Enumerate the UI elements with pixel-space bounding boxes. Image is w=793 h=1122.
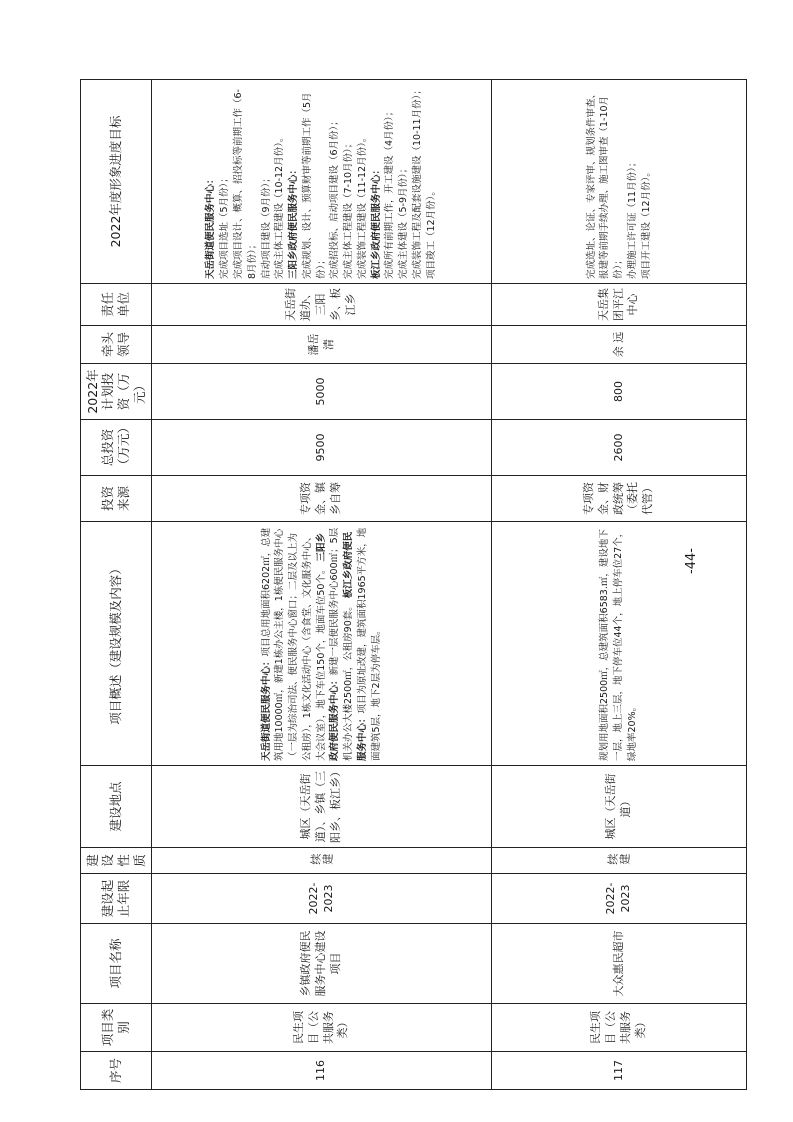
- cell-nature: [492, 848, 747, 874]
- goal-line: 完成项目选址（5月份）；: [219, 173, 231, 279]
- goal-line: 完成装饰工程及配套设施建设（10-11月份）；: [411, 85, 423, 279]
- cell-unit: 天岳集团平江中心: [492, 284, 747, 326]
- header-name: 项目名称: [81, 924, 152, 1004]
- cell-overview: [152, 522, 492, 766]
- cell-source: 专项资金、财政统筹（委托代管）: [492, 476, 747, 522]
- goal-line: 完成规划、设计、预算财审等前期工作（5月份）；: [301, 92, 327, 279]
- goal-line: 完成主体建设（5-9月份）；: [398, 163, 410, 279]
- header-source: 投资来源: [81, 476, 152, 522]
- cell-goal: [152, 80, 492, 284]
- goal-title: 天岳街道便民服务中心：: [205, 174, 217, 279]
- cell-nature: [152, 848, 492, 874]
- project-table-rotated: [80, 80, 745, 1090]
- nature-text: 续建: [607, 853, 631, 867]
- cell-location: 城区（天岳街道）: [492, 766, 747, 848]
- cell-source: 专项资金、镇乡自筹: [152, 476, 492, 522]
- overview-text: 规划用地面积2500㎡，总建筑面积6583.㎡，建设地下一层，地上三层，地下停车位44个，地上停车位27个，绿地率20%。: [599, 527, 638, 761]
- goal-line: 完成主体工程建设（7-10月份）；: [343, 138, 355, 279]
- cell-plan: 5000: [152, 364, 492, 420]
- overview-text: 项目总用地面积6202㎡，总建筑用地10000㎡，新建1栋办公主楼，1栋便民服务中心（一层为综治司法、便民服务中心窗口；二层及以上为公租房），1栋文化活动中心（含食堂、文化服务中心、大会议室），地下车位150个，地面车位50个。: [260, 527, 327, 761]
- overview-title: 天岳街道便民服务中心：: [260, 656, 272, 761]
- cell-category: 民生项目（公共服务类）: [492, 1004, 747, 1052]
- page-number: -44-: [684, 548, 699, 574]
- header-nature: 建设性质: [81, 848, 152, 874]
- project-table: [80, 79, 747, 1090]
- cell-leader: 余 远: [492, 326, 747, 364]
- overview-text: 新建一层便民服务中心600㎡；5层机关办公大楼2500㎡，公租房90套。: [329, 527, 355, 761]
- cell-plan: 800: [492, 364, 747, 420]
- goal-line: 完成选址、论证、专家评审、规划条件审查、报建等前期手续办理、施工图审查（1-10月份）；: [585, 88, 625, 279]
- goal-line: 完成主体工程建设（10-12月份）。: [274, 132, 286, 279]
- table-row: [152, 80, 492, 1090]
- cell-location: 城区（天岳街道）、乡镇（三阳乡、板江乡）: [152, 766, 492, 848]
- header-location: 建设地点: [81, 766, 152, 848]
- cell-leader: 潘岳清: [152, 326, 492, 364]
- cell-unit: 天岳街道办、三阳乡、板江乡: [152, 284, 492, 326]
- cell-total: 9500: [152, 420, 492, 476]
- goal-title: 板江乡政府便民服务中心：: [370, 164, 382, 279]
- header-plan: 2022年计划投资（万元）: [81, 364, 152, 420]
- goal-line: 完成招投标、启动项目建设（6月份）；: [329, 116, 341, 279]
- table-header-row: [81, 80, 152, 1090]
- header-total: 总投资（万元）: [81, 420, 152, 476]
- cell-period: 2022-2023: [152, 874, 492, 924]
- overview-title: 板江乡政府便民服务中心：: [343, 531, 368, 761]
- goal-title: 三阳乡政府便民服务中心：: [288, 164, 300, 279]
- goal-line: 项目开工建设（12月份）。: [640, 167, 652, 279]
- header-leader: 牵头领导: [81, 326, 152, 364]
- goal-line: 启动项目建设（9月份）；: [260, 173, 272, 279]
- cell-seq: 117: [492, 1052, 747, 1090]
- overview-title: 三阳乡政府便民服务中心：: [315, 532, 341, 761]
- cell-seq: 116: [152, 1052, 492, 1090]
- goal-line: 完成项目设计、概算、招投标等前期工作（6-8月份）；: [233, 89, 258, 279]
- goal-line: 完成所有前期工作，开工建设（4月份）；: [384, 106, 396, 279]
- table-row: [492, 80, 747, 1090]
- header-unit: 责任单位: [81, 284, 152, 326]
- nature-text: 续建: [309, 853, 334, 867]
- header-goal: 2022年度形象进度目标: [81, 80, 152, 284]
- goal-line: 项目竣工（12月份）。: [425, 186, 437, 279]
- cell-total: 2600: [492, 420, 747, 476]
- header-seq: 序号: [81, 1052, 152, 1090]
- overview-text: 项目为原址改建，建筑面积1965平方米，地面建筑5层，地下2层为停车层。: [356, 527, 382, 761]
- goal-line: 办理施工许可证（11月份）；: [626, 157, 638, 279]
- cell-name: 大众惠民超市: [492, 924, 747, 1004]
- cell-period: 2022-2023: [492, 874, 747, 924]
- cell-category: 民生项目（公共服务类）: [152, 1004, 492, 1052]
- goal-line: 完成装饰工程建设（11-12月份）。: [356, 132, 368, 279]
- header-overview: 项目概述（建设规模及内容）: [81, 522, 152, 766]
- header-category: 项目类别: [81, 1004, 152, 1052]
- cell-goal: [492, 80, 747, 284]
- header-period: 建设起止年限: [81, 874, 152, 924]
- cell-name: 乡镇政府便民服务中心建设项目: [152, 924, 492, 1004]
